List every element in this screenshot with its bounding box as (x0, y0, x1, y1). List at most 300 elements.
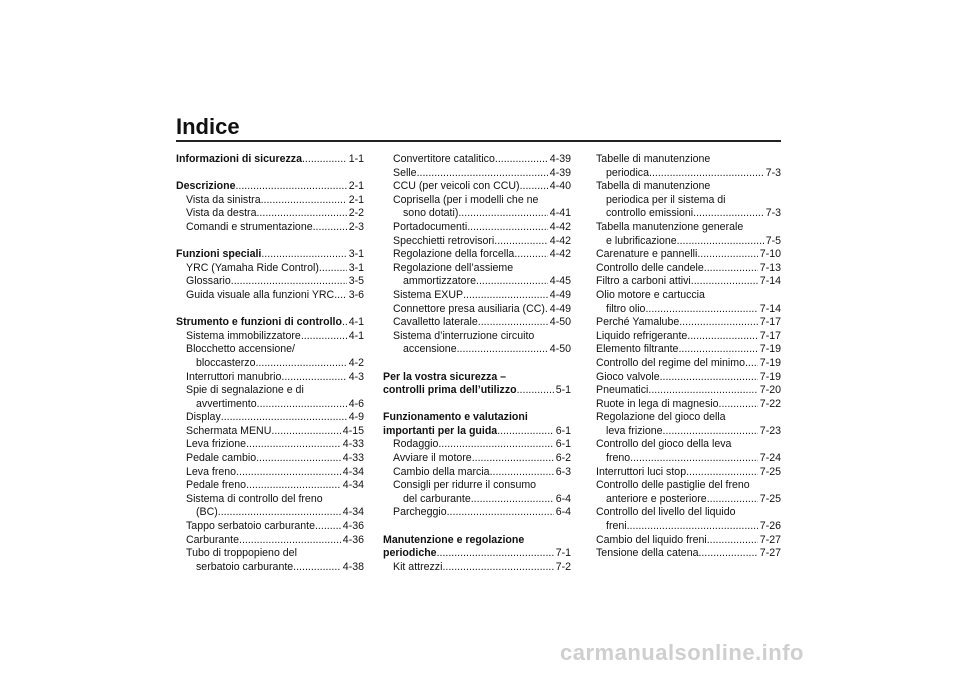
toc-page-number: 7-19 (759, 370, 781, 383)
toc-entry-title: leva frizione (606, 424, 663, 437)
toc-entry[interactable] (176, 438, 364, 452)
toc-entry-row (383, 275, 571, 289)
toc-entry[interactable] (596, 411, 781, 438)
toc-entry-title-line: Tabelle di manutenzione (596, 153, 711, 165)
toc-entry-title: (BC) (196, 506, 218, 519)
toc-entry-title: Carenature e pannelli (596, 248, 698, 261)
toc-page-number: 4-42 (549, 248, 571, 261)
toc-page-number: 6-1 (555, 438, 571, 451)
toc-entry-row (176, 425, 364, 439)
toc-entry-title: Tappo serbatoio carburante (186, 520, 315, 533)
toc-entry[interactable] (383, 235, 571, 249)
toc-entry-row (383, 207, 571, 221)
toc-entry[interactable] (596, 398, 781, 412)
toc-page-number: 4-33 (342, 452, 364, 465)
toc-entry-title: Liquido refrigerante (596, 329, 688, 342)
toc-entry-title: del carburante (403, 492, 471, 505)
toc-entry-title: Vista da destra (186, 207, 257, 220)
dot-leader (319, 262, 347, 276)
toc-entry-title: Selle (393, 166, 417, 179)
toc-entry-title-line: Tabella manutenzione generale (596, 220, 744, 233)
dot-leader (447, 506, 554, 520)
toc-entry-title: Rodaggio (393, 438, 439, 451)
toc-entry[interactable] (176, 466, 364, 480)
toc-entry-title: Informazioni di sicurezza (176, 153, 302, 165)
toc-entry-title: YRC (Yamaha Ride Control) (186, 261, 319, 274)
toc-entry[interactable] (596, 289, 781, 316)
toc-page-number: 4-49 (549, 302, 571, 315)
toc-entry-row (176, 180, 364, 194)
toc-entry-title: Avviare il motore (393, 452, 472, 465)
toc-entry-title: Pedale freno (186, 479, 247, 492)
toc-entry-row (383, 248, 571, 262)
toc-entry-title-line: Coprisella (per i modelli che ne (393, 193, 539, 206)
toc-entry-title-line: Controllo delle pastiglie del freno (596, 479, 750, 492)
toc-entry-row (383, 303, 571, 317)
dot-leader (679, 316, 758, 330)
toc-entry[interactable] (383, 330, 571, 357)
dot-leader (471, 493, 554, 507)
toc-page-number: 2-1 (348, 180, 364, 193)
toc-entry[interactable] (176, 479, 364, 493)
toc-entry-title: controlli prima dell’utilizzo (383, 384, 517, 397)
toc-page-number: 4-9 (348, 411, 364, 424)
toc-entry[interactable] (383, 180, 571, 194)
toc-entry-row (383, 316, 571, 330)
toc-entry-row (176, 248, 364, 262)
toc-page-number: 5-1 (555, 384, 571, 397)
dot-leader (495, 153, 548, 167)
page-title: Indice (176, 114, 240, 139)
toc-entry-title: Controllo delle candele (596, 261, 704, 274)
dot-leader (334, 289, 346, 303)
toc-page-number: 4-36 (342, 520, 364, 533)
title-rule (176, 140, 781, 142)
toc-entry-title: Regolazione della forcella (393, 248, 515, 261)
toc-entry[interactable] (176, 316, 364, 330)
toc-entry-title: Convertitore catalitico (393, 153, 495, 165)
toc-entry[interactable] (596, 330, 781, 344)
toc-entry-title: Schermata MENU (186, 424, 272, 437)
toc-spacer (176, 167, 364, 181)
dot-leader (257, 398, 347, 412)
toc-entry-title-line: Olio motore e cartuccia (596, 288, 705, 301)
toc-page-number: 7-3 (765, 166, 781, 179)
toc-entry-title: periodica (606, 166, 649, 179)
toc-entry-row (383, 235, 571, 249)
toc-entry[interactable] (176, 153, 364, 167)
toc-entry[interactable] (383, 466, 571, 480)
toc-spacer (383, 398, 571, 412)
toc-entry-title-line: Regolazione dell’assieme (393, 261, 514, 274)
toc-page-number: 6-1 (555, 424, 571, 437)
toc-entry-title: filtro olio (606, 302, 646, 315)
toc-entry-title: Display (186, 411, 221, 424)
toc-entry-row (596, 330, 781, 344)
dot-leader (467, 221, 548, 235)
dot-leader (645, 303, 757, 317)
toc-entry[interactable] (596, 371, 781, 385)
dot-leader (221, 411, 347, 425)
dot-leader (256, 207, 346, 221)
toc-entry[interactable] (596, 547, 781, 561)
toc-entry-row (596, 547, 781, 561)
toc-entry-title: Specchietti retrovisori (393, 234, 495, 247)
toc-entry-row (383, 452, 571, 466)
toc-entry[interactable] (176, 493, 364, 520)
toc-page-number: 4-34 (342, 506, 364, 519)
toc-entry-title: Pneumatici (596, 384, 649, 397)
dot-leader (648, 384, 757, 398)
toc-page-number: 7-17 (759, 316, 781, 329)
toc-entry[interactable] (176, 262, 364, 276)
dot-leader (246, 479, 341, 493)
toc-entry-title-line: Controllo del gioco della leva (596, 438, 732, 451)
toc-page-number: 7-2 (555, 560, 571, 573)
dot-leader (246, 438, 341, 452)
toc-page-number: 4-33 (342, 438, 364, 451)
toc-entry[interactable] (176, 411, 364, 425)
toc-entry[interactable] (176, 425, 364, 439)
dot-leader (315, 520, 341, 534)
dot-leader (520, 180, 548, 194)
dot-leader (514, 248, 547, 262)
toc-entry[interactable] (383, 534, 571, 561)
toc-entry-row (176, 534, 364, 548)
dot-leader (458, 207, 547, 221)
toc-entry-title: Strumento e funzioni di controllo (176, 316, 342, 329)
dot-leader (255, 357, 346, 371)
toc-entry-row (176, 316, 364, 330)
toc-entry-row (596, 167, 781, 181)
toc-entry-row (383, 438, 571, 452)
toc-entry[interactable] (383, 194, 571, 221)
toc-entry-row (176, 452, 364, 466)
toc-column-1 (176, 153, 364, 574)
toc-entry-title: Ruote in lega di magnesio (596, 397, 719, 410)
toc-entry[interactable] (383, 506, 571, 520)
toc-entry-title: Parcheggio (393, 506, 447, 519)
dot-leader (494, 235, 548, 249)
toc-page-number: 7-26 (759, 520, 781, 533)
toc-entry-row (176, 194, 364, 208)
toc-entry[interactable] (596, 262, 781, 276)
toc-page-number: 4-39 (549, 166, 571, 179)
dot-leader (472, 452, 554, 466)
toc-page-number: 7-27 (759, 533, 781, 546)
toc-entry-title-line: periodica per il sistema di (606, 193, 726, 206)
toc-entry[interactable] (596, 357, 781, 371)
dot-leader (707, 534, 758, 548)
toc-entry-row (176, 153, 364, 167)
dot-leader (686, 466, 758, 480)
toc-entry[interactable] (176, 371, 364, 385)
toc-entry-title: avvertimento (196, 397, 257, 410)
toc-page-number: 4-6 (348, 397, 364, 410)
toc-entry-title-line: Sistema di controllo del freno (186, 492, 323, 505)
toc-entry[interactable] (596, 384, 781, 398)
dot-leader (293, 561, 341, 575)
toc-entry-row (596, 466, 781, 480)
toc-page-number: 7-25 (759, 465, 781, 478)
toc-entry-row (596, 357, 781, 371)
toc-entry-row (383, 343, 571, 357)
toc-entry-title: Kit attrezzi (393, 560, 443, 573)
toc-entry-title: Leva frizione (186, 438, 247, 451)
toc-entry[interactable] (383, 167, 571, 181)
toc-entry[interactable] (596, 316, 781, 330)
toc-entry-title: Elemento filtrante (596, 343, 679, 356)
toc-entry[interactable] (176, 194, 364, 208)
toc-entry-row (596, 248, 781, 262)
toc-entry-title: Cavalletto laterale (393, 316, 478, 329)
toc-entry-title: bloccasterzo (196, 356, 256, 369)
toc-page-number: 4-3 (348, 370, 364, 383)
toc-page-number: 4-34 (342, 479, 364, 492)
toc-entry[interactable] (176, 520, 364, 534)
toc-entry[interactable] (383, 411, 571, 438)
toc-column-2 (383, 153, 571, 574)
toc-page-number: 4-50 (549, 343, 571, 356)
toc-entry-title: Guida visuale alla funzioni YRC (186, 288, 335, 301)
toc-entry[interactable] (176, 221, 364, 235)
toc-page-number: 7-19 (759, 356, 781, 369)
toc-entry-title-line: Controllo del livello del liquido (596, 506, 736, 519)
toc-entry-title: Interruttori luci stop (596, 465, 687, 478)
toc-entry[interactable] (176, 343, 364, 370)
toc-page-number: 4-36 (342, 533, 364, 546)
toc-entry-title: Glossario (186, 275, 231, 288)
toc-entry[interactable] (176, 330, 364, 344)
toc-entry-row (176, 275, 364, 289)
toc-entry[interactable] (383, 561, 571, 575)
toc-entry[interactable] (383, 262, 571, 289)
toc-entry[interactable] (176, 452, 364, 466)
toc-entry[interactable] (596, 479, 781, 506)
watermark: carmanualsonline.info (560, 640, 804, 665)
toc-entry-title: Comandi e strumentazione (186, 220, 313, 233)
toc-entry-row (176, 221, 364, 235)
toc-entry-row (176, 289, 364, 303)
toc-entry-title-line: Sistema d’interruzione circuito (393, 329, 535, 342)
toc-entry-row (383, 153, 571, 167)
toc-entry[interactable] (596, 506, 781, 533)
toc-page-number: 7-27 (759, 547, 781, 560)
dot-leader (630, 452, 758, 466)
toc-entry-row (596, 207, 781, 221)
toc-entry-title: Perché Yamalube (596, 316, 680, 329)
toc-entry-title: Controllo del regime del minimo (596, 356, 745, 369)
toc-entry-title: Cambio del liquido freni (596, 533, 707, 546)
toc-entry[interactable] (176, 384, 364, 411)
dot-leader (517, 384, 554, 398)
toc-page-number: 6-3 (555, 465, 571, 478)
toc-spacer (383, 520, 571, 534)
toc-entry[interactable] (383, 452, 571, 466)
dot-leader (678, 343, 757, 357)
toc-entry[interactable] (383, 303, 571, 317)
toc-entry-title: Funzioni speciali (176, 248, 262, 261)
toc-entry-title: periodiche (383, 547, 437, 560)
dot-leader (649, 167, 764, 181)
toc-entry-row (176, 466, 364, 480)
toc-entry[interactable] (596, 466, 781, 480)
toc-entry-row (383, 506, 571, 520)
toc-entry-row (596, 534, 781, 548)
toc-entry-title: Interruttori manubrio (186, 370, 282, 383)
dot-leader (261, 194, 347, 208)
toc-entry-row (383, 425, 571, 439)
toc-entry-row (596, 493, 781, 507)
toc-entry-title-line: Funzionamento e valutazioni (383, 411, 528, 424)
toc-column-3 (596, 153, 781, 561)
dot-leader (687, 330, 758, 344)
toc-entry[interactable] (383, 289, 571, 303)
toc-entry-row (596, 262, 781, 276)
toc-page-number: 4-49 (549, 288, 571, 301)
toc-entry-row (596, 398, 781, 412)
toc-entry-row (176, 207, 364, 221)
toc-entry[interactable] (383, 371, 571, 398)
toc-entry[interactable] (383, 479, 571, 506)
toc-page-number: 4-45 (549, 275, 571, 288)
toc-entry[interactable] (596, 248, 781, 262)
dot-leader (438, 438, 553, 452)
toc-page-number: 3-5 (348, 275, 364, 288)
toc-page-number: 7-10 (759, 248, 781, 261)
toc-page-number: 4-38 (342, 560, 364, 573)
toc-entry[interactable] (596, 343, 781, 357)
toc-entry[interactable] (176, 248, 364, 262)
toc-entry-row (596, 520, 781, 534)
toc-entry-title: Carburante (186, 533, 239, 546)
toc-entry[interactable] (176, 534, 364, 548)
dot-leader (660, 371, 758, 385)
toc-page-number: 4-2 (348, 356, 364, 369)
toc-entry[interactable] (596, 153, 781, 180)
toc-page-number: 7-14 (759, 302, 781, 315)
dot-leader (236, 466, 341, 480)
toc-entry-title: importanti per la guida (383, 424, 498, 437)
dot-leader (218, 506, 341, 520)
dot-leader (313, 221, 347, 235)
toc-page-number: 7-17 (759, 329, 781, 342)
toc-entry-row (176, 520, 364, 534)
toc-entry[interactable] (596, 534, 781, 548)
toc-entry-title: CCU (per veicoli con CCU) (393, 180, 520, 193)
toc-page-number: 2-3 (348, 220, 364, 233)
toc-page-number: 4-1 (348, 316, 364, 329)
toc-entry-title: e lubrificazione (606, 234, 677, 247)
toc-entry-row (176, 330, 364, 344)
toc-entry-title-line: Blocchetto accensione/ (186, 343, 295, 356)
toc-entry-row (383, 180, 571, 194)
toc-entry-row (383, 493, 571, 507)
toc-page-number: 4-39 (549, 153, 571, 165)
dot-leader (698, 547, 757, 561)
toc-entry[interactable] (176, 207, 364, 221)
toc-entry-title-line: Manutenzione e regolazione (383, 533, 525, 546)
dot-leader (691, 275, 758, 289)
toc-entry-title: Portadocumenti (393, 220, 468, 233)
dot-leader (497, 425, 553, 439)
toc-entry-title: accensione (403, 343, 457, 356)
dot-leader (301, 330, 347, 344)
toc-entry-row (176, 398, 364, 412)
toc-entry-row (383, 221, 571, 235)
dot-leader (478, 316, 548, 330)
toc-entry[interactable] (176, 275, 364, 289)
toc-page-number: 4-40 (549, 180, 571, 193)
toc-entry-row (596, 452, 781, 466)
toc-entry-row (383, 384, 571, 398)
toc-entry-title: Pedale cambio (186, 452, 257, 465)
toc-page-number: 4-1 (348, 329, 364, 342)
dot-leader (442, 561, 553, 575)
toc-entry[interactable] (596, 221, 781, 248)
toc-page-number: 7-5 (765, 234, 781, 247)
toc-page-number: 6-2 (555, 452, 571, 465)
toc-entry-title: Vista da sinistra (186, 193, 261, 206)
toc-entry[interactable] (383, 153, 571, 167)
toc-entry-row (383, 561, 571, 575)
toc-page-number: 6-4 (555, 492, 571, 505)
toc-entry-row (176, 479, 364, 493)
toc-page-number: 2-2 (348, 207, 364, 220)
toc-entry-row (596, 316, 781, 330)
toc-entry-title: Tensione della catena (596, 547, 699, 560)
toc-entry-title: Sistema immobilizzatore (186, 329, 301, 342)
toc-entry-row (596, 343, 781, 357)
toc-entry-row (596, 303, 781, 317)
toc-entry-title: freni (606, 520, 627, 533)
dot-leader (302, 153, 347, 167)
toc-entry-title: controllo emissioni (606, 207, 694, 220)
toc-page-number: 7-3 (765, 207, 781, 220)
toc-entry[interactable] (383, 316, 571, 330)
toc-entry[interactable] (383, 248, 571, 262)
dot-leader (231, 275, 347, 289)
toc-entry-row (596, 275, 781, 289)
toc-page-number: 7-19 (759, 343, 781, 356)
toc-entry[interactable] (596, 275, 781, 289)
dot-leader (627, 520, 758, 534)
toc-page-number: 7-23 (759, 424, 781, 437)
toc-spacer (176, 235, 364, 249)
toc-entry-title: Filtro a carboni attivi (596, 275, 691, 288)
toc-spacer (176, 303, 364, 317)
toc-entry[interactable] (596, 438, 781, 465)
toc-page-number: 4-41 (549, 207, 571, 220)
toc-entry[interactable] (383, 438, 571, 452)
toc-entry[interactable] (383, 221, 571, 235)
toc-entry-row (176, 371, 364, 385)
dot-leader (745, 357, 758, 371)
toc-entry[interactable] (596, 180, 781, 221)
dot-leader (281, 371, 346, 385)
dot-leader (256, 452, 341, 466)
toc-entry[interactable] (176, 180, 364, 194)
toc-entry-row (383, 289, 571, 303)
toc-entry[interactable] (176, 289, 364, 303)
dot-leader (490, 466, 554, 480)
toc-entry[interactable] (176, 547, 364, 574)
dot-leader (704, 262, 758, 276)
toc-entry-row (383, 547, 571, 561)
toc-spacer (383, 357, 571, 371)
toc-page-number: 7-24 (759, 452, 781, 465)
dot-leader (476, 275, 548, 289)
